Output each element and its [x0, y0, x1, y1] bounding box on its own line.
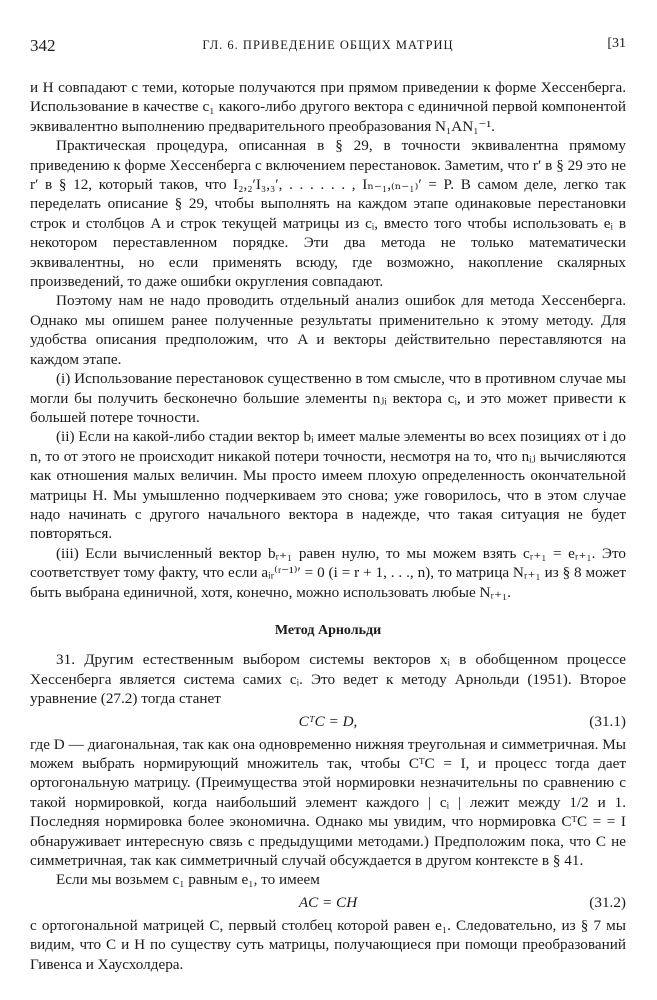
paragraph: (iii) Если вычисленный вектор bᵣ₊₁ равен нулю, то мы можем взять cᵣ₊₁ = eᵣ₊₁. Это соответствует тому факту, что если aᵢᵣ⁽ʳ⁻¹⁾′ = 0 (i = r + 1, . . ., n), то матрица Nᵣ₊₁ из § 8 может быть выбрана единичной, хотя, конечно, можно использовать любые Nᵣ₊₁. — [30, 544, 626, 601]
running-header — [30, 36, 626, 60]
paragraph: (ii) Если на какой-либо стадии вектор bᵢ имеет малые элементы во всех позициях от i до n, то от этого не происходит никакой потери точности, несмотря на то, что nᵢⱼ вычисляются как отношения малых величин. Мы просто имеем плохую определенность окончательной матрицы H. Мы умышленно подчеркиваем это снова; уже говорилось, что в этом случае надо начинать с другого начального вектора в надежде, что такая ситуация не будет повторяться. — [30, 428, 626, 543]
running-title: ГЛ. 6. ПРИВЕДЕНИЕ ОБЩИХ МАТРИЦ — [202, 38, 454, 52]
book-page — [30, 36, 626, 974]
paragraph: и H совпадают с теми, которые получаются при прямом приведении к форме Хессенберга. Использование в качестве c₁ какого-либо другого вектора с единичной первой компонентой эквивалентно выполнению предварительного преобразования N₁AN₁⁻¹. — [30, 79, 626, 135]
paragraph: Поэтому нам не надо проводить отдельный анализ ошибок для метода Хессенберга. Однако мы опишем ранее полученные результаты применительно к этому методу. Для удобства описания предположим, что A и векторы действительно переставляются на каждом этапе. — [30, 292, 626, 368]
paragraph: Если мы возьмем c₁ равным e₁, то имеем — [56, 871, 320, 889]
equation-formula: AC = CH — [298, 893, 358, 911]
page-number: 342 — [30, 36, 56, 55]
page-body — [30, 78, 626, 974]
equation-31-1 — [30, 711, 626, 733]
equation-31-2 — [30, 892, 626, 914]
section-mark: [31 — [607, 36, 626, 51]
section-heading: Метод Арнольди — [274, 622, 382, 638]
paragraph-31: 31. Другим естественным выбором системы векторов xᵢ в обобщенном процессе Хессенберга является система самих cᵢ. Это ведет к методу Арнольди (1951). Второе уравнение (27.2) тогда станет — [30, 651, 626, 708]
paragraph: с ортогональной матрицей C, первый столбец которой равен e₁. Следовательно, из § 7 мы видим, что C и H по существу суть матрицы, получающиеся при помощи преобразований Гивенса и Хаусхолдера. — [30, 916, 626, 973]
paragraph: где D — диагональная, так как она одновременно нижняя треугольная и симметричная. Мы можем выбрать нормирующий множитель так, чтобы CᵀC = I, и процесс тогда дает ортогональную матрицу. (Преимущества этой нормировки незначительны по сравнению с такой нормировкой, когда наибольший элемент каждого | cᵢ | лежит между 1/2 и 1. Последняя нормировка более экономична. Однако мы увидим, что нормировка CᵀC = = I обнаруживает интересную связь с предыдущими методами.) Предположим пока, что C не симметричная, так как симметричный случай обсуждается в другом контексте в § 41. — [30, 735, 626, 870]
paragraph: Практическая процедура, описанная в § 29, в точности эквивалентна прямому приведению к форме Хессенберга с включением перестановок. Заметим, что r′ в § 29 это не r′ в § 12, который таков, что I₂,₂′I₃,₃′, . . . . . . , Iₙ₋₁,₍ₙ₋₁₎′ = P. В самом деле, легко так переделать описание § 29, чтобы выполнять на каждом этапе одинаковые перестановки строк и столбцов A и строк текущей матрицы из cᵢ, вместо того чтобы использовать eᵢ в некотором переставленном порядке. Эти два метода не только математически эквивалентны, но если применять всюду, где возможно, накопление скалярных произведений, то даже ошибки округления совпадают. — [30, 137, 626, 291]
paragraph: (i) Использование перестановок существенно в том смысле, что в противном случае мы могли бы получить бесконечно большие элементы nⱼᵢ вектора cᵢ, и это может привести к большей потере точности. — [30, 370, 626, 426]
equation-label: (31.2) — [589, 893, 626, 911]
equation-formula: CᵀC = D, — [298, 712, 358, 730]
equation-label: (31.1) — [589, 712, 626, 730]
